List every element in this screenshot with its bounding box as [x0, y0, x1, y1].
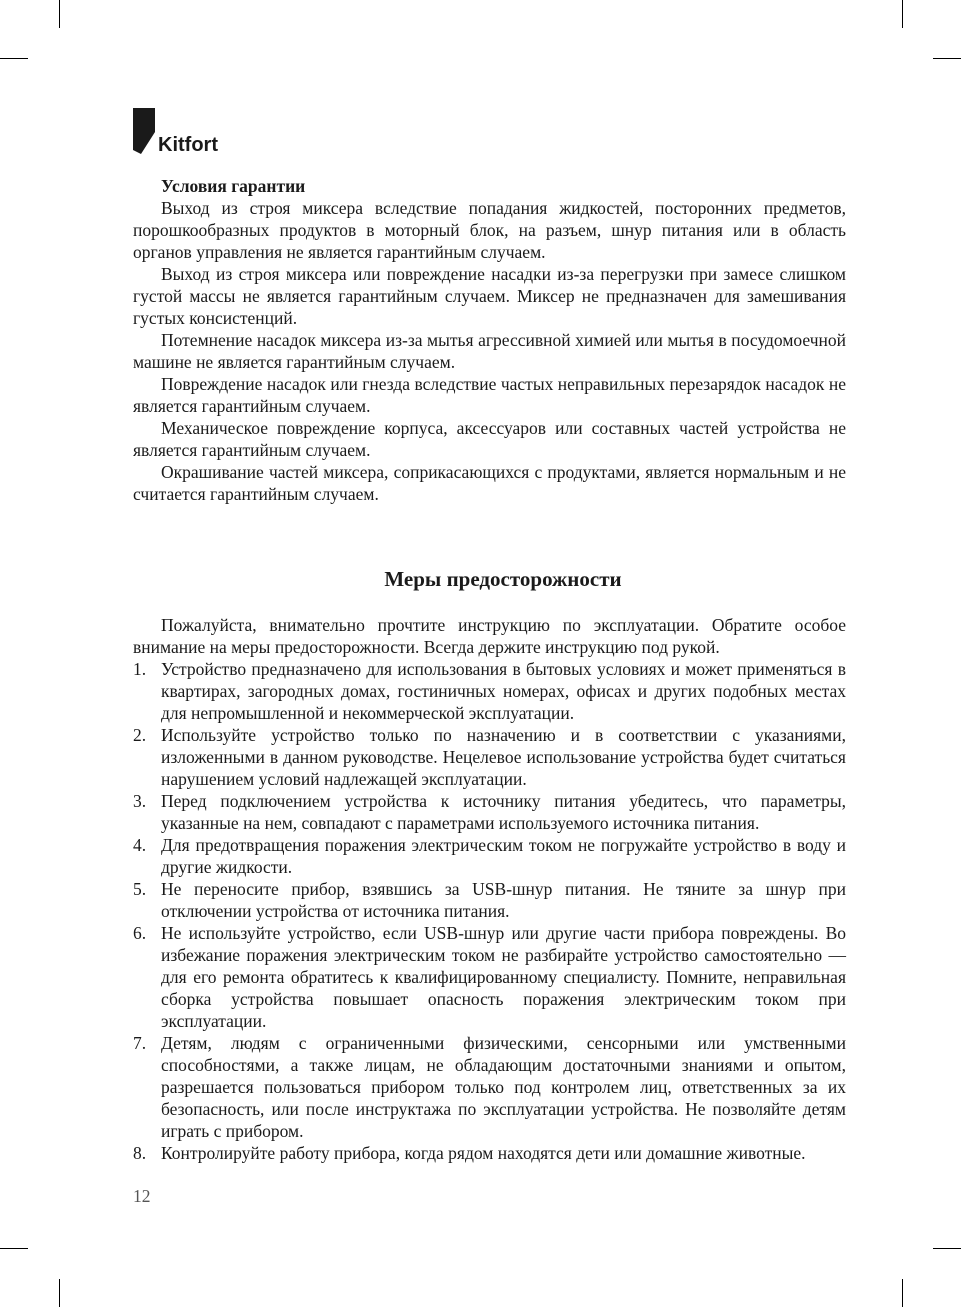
- list-item: [133, 658, 846, 724]
- list-item: [133, 724, 846, 790]
- warranty-heading: Условия гарантии: [161, 176, 306, 196]
- crop-mark: [933, 1248, 961, 1249]
- item-text: Перед подключением устройства к источнику питания убедитесь, что параметры, указанные на нем, совпадают с параметрами используемого источника питания.: [161, 791, 846, 833]
- item-number: 1.: [133, 659, 147, 679]
- brand-name: Kitfort: [158, 134, 218, 156]
- item-text: Не переносите прибор, взявшись за USB-шнур питания. Не тяните за шнур при отключении устройства от источника питания.: [161, 879, 846, 921]
- item-text: Для предотвращения поражения электрическим током не погружайте устройство в воду и другие жидкости.: [161, 835, 846, 877]
- page-title: Меры предосторожности: [384, 567, 622, 591]
- page-number: 12: [133, 1186, 151, 1206]
- crop-mark: [59, 0, 60, 28]
- precautions-section: [133, 614, 846, 1164]
- crop-mark: [902, 0, 903, 28]
- warranty-paragraph: Выход из строя миксера или повреждение насадки из-за перегрузки при замесе слишком густой массы не является гарантийным случаем. Миксер не предназначен для замешивания густых консистенций.: [133, 264, 846, 328]
- item-number: 7.: [133, 1033, 147, 1053]
- item-number: 5.: [133, 879, 147, 899]
- list-item: [133, 834, 846, 878]
- warranty-paragraph: Окрашивание частей миксера, соприкасающихся с продуктами, является нормальным и не считается гарантийным случаем.: [133, 462, 846, 504]
- list-item: [133, 922, 846, 1032]
- item-number: 3.: [133, 791, 147, 811]
- warranty-section: [133, 175, 846, 505]
- brand-logo: [133, 108, 218, 156]
- item-number: 6.: [133, 923, 147, 943]
- list-item: [133, 1142, 846, 1164]
- warranty-paragraph: Повреждение насадок или гнезда вследствие частых неправильных перезарядок насадок не является гарантийным случаем.: [133, 374, 846, 416]
- warranty-paragraph: Выход из строя миксера вследствие попадания жидкостей, посторонних предметов, порошкообразных продуктов в моторный блок, на разъем, шнур питания или в область органов управления не является гарантийным случаем.: [133, 198, 846, 262]
- kitfort-logo-icon: [133, 108, 155, 156]
- warranty-paragraph: Механическое повреждение корпуса, аксессуаров или составных частей устройства не является гарантийным случаем.: [133, 418, 846, 460]
- item-number: 2.: [133, 725, 147, 745]
- item-text: Детям, людям с ограниченными физическими, сенсорными или умственными способностями, а также лицам, не обладающим достаточными знаниями и опытом, разрешается пользоваться прибором только под контролем лиц, ответственных за их безопасность, или после инструктажа по эксплуатации устройства. Не позволяйте детям играть с прибором.: [161, 1033, 846, 1141]
- item-text: Устройство предназначено для использования в бытовых условиях и может применяться в квартирах, загородных домах, гостиничных номерах, офисах и других подобных местах для непромышленной и некоммерческой эксплуатации.: [161, 659, 846, 723]
- list-item: [133, 1032, 846, 1142]
- item-text: Используйте устройство только по назначению и в соответствии с указаниями, изложенными в данном руководстве. Нецелевое использование устройства будет считаться нарушением условий надлежащей эксплуатации.: [161, 725, 846, 789]
- precautions-list: [133, 658, 846, 1164]
- item-number: 4.: [133, 835, 147, 855]
- item-text: Не используйте устройство, если USB-шнур или другие части прибора повреждены. Во избежание поражения электрическим током не разбирайте устройство самостоятельно — для его ремонта обратитесь к квалифицированному специалисту. Помните, неправильная сборка устройства повышает опасность поражения электрическим током при эксплуатации.: [161, 923, 846, 1031]
- crop-mark: [0, 58, 28, 59]
- crop-mark: [902, 1279, 903, 1307]
- crop-mark: [0, 1248, 28, 1249]
- warranty-paragraph: Потемнение насадок миксера из-за мытья агрессивной химией или мытья в посудомоечной машине не является гарантийным случаем.: [133, 330, 846, 372]
- crop-mark: [933, 58, 961, 59]
- list-item: [133, 878, 846, 922]
- list-item: [133, 790, 846, 834]
- intro-paragraph: Пожалуйста, внимательно прочтите инструкцию по эксплуатации. Обратите особое внимание на меры предосторожности. Всегда держите инструкцию под рукой.: [133, 615, 846, 657]
- crop-mark: [59, 1279, 60, 1307]
- item-number: 8.: [133, 1143, 147, 1163]
- item-text: Контролируйте работу прибора, когда рядом находятся дети или домашние животные.: [161, 1143, 806, 1163]
